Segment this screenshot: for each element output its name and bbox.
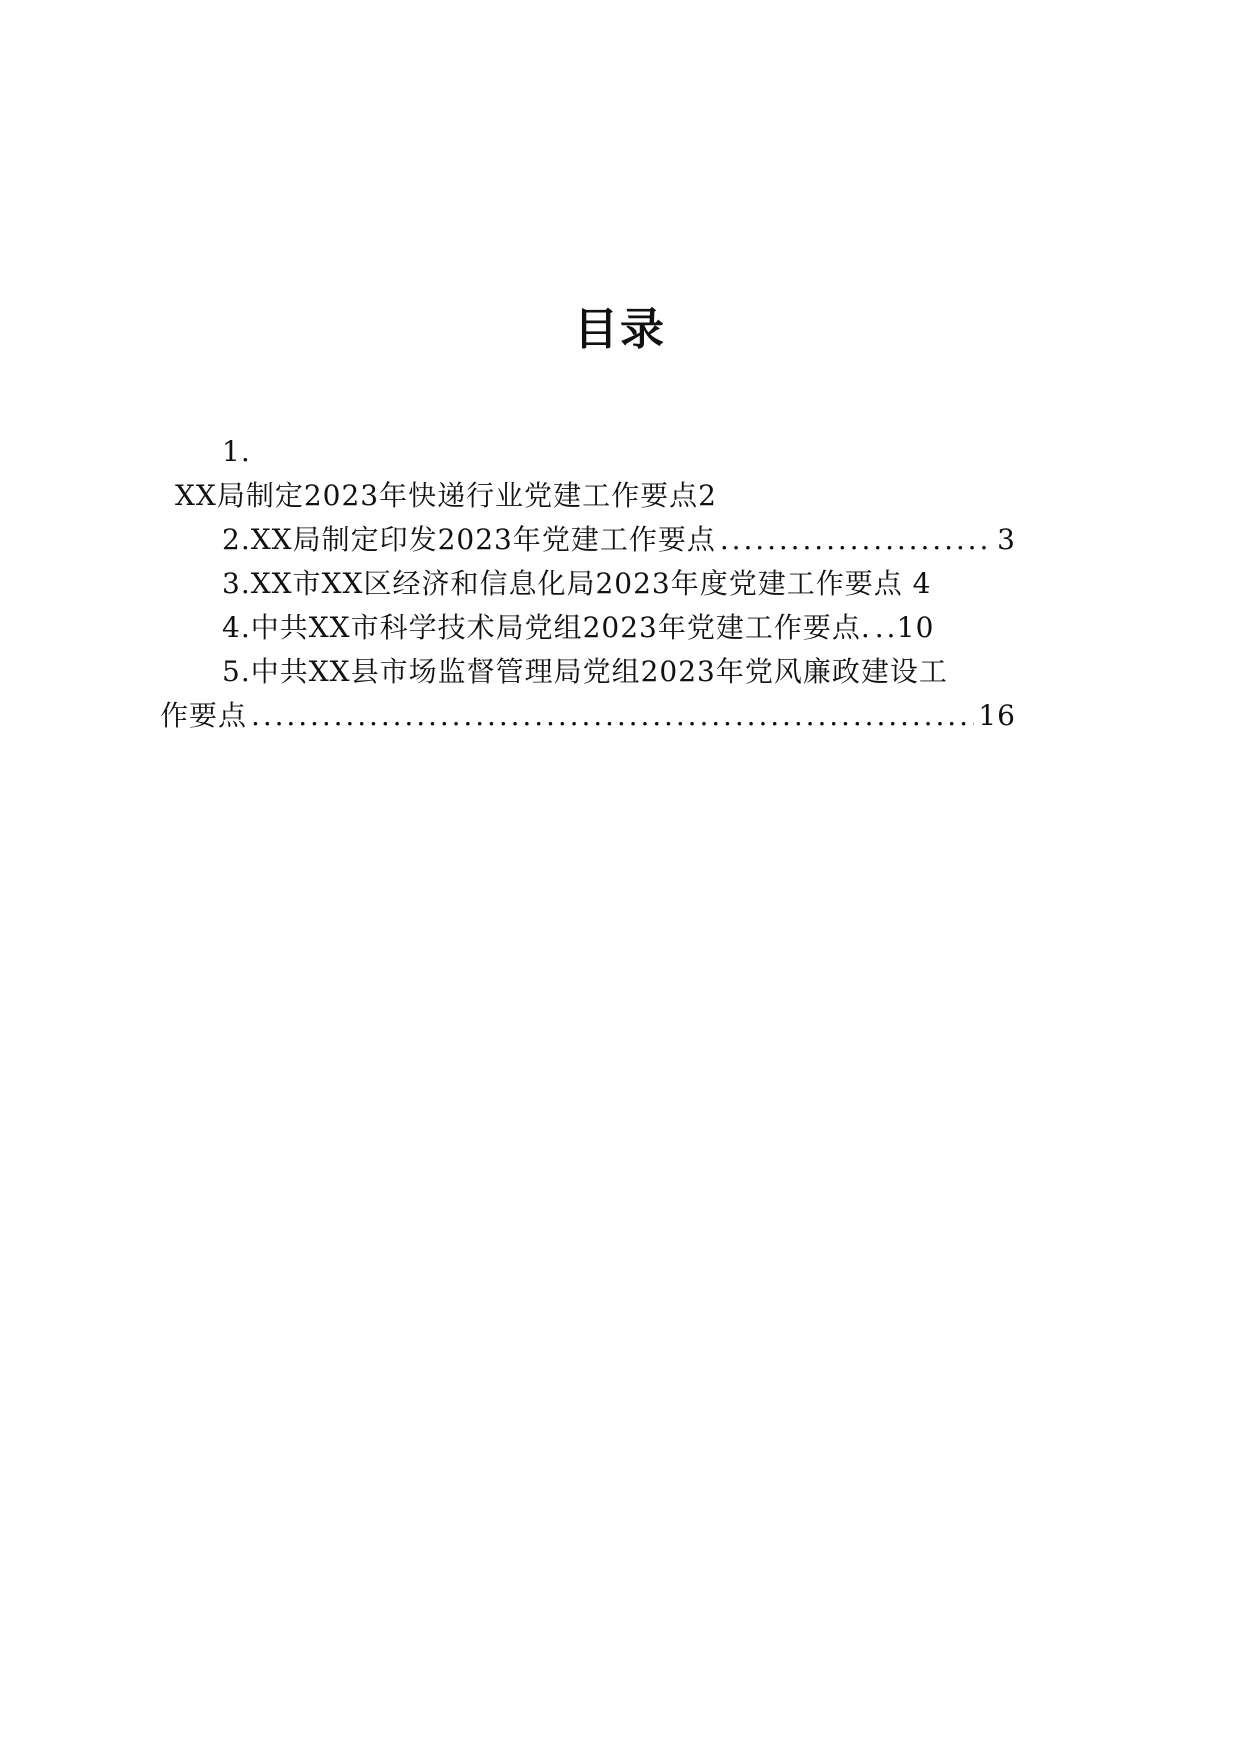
toc-entry-3-text: XX市XX区经济和信息化局2023年度党建工作要点 bbox=[250, 567, 903, 600]
toc-entry-4-label: 4.中共XX市科学技术局党组2023年党建工作要点. bbox=[222, 611, 871, 644]
toc-entry-4-page: 10 bbox=[896, 611, 935, 644]
toc-entry-3-page: 4 bbox=[912, 567, 932, 600]
toc-entry-5-leader bbox=[251, 696, 974, 736]
toc-entry-5-number: 5. bbox=[222, 655, 251, 688]
toc-entry-5-line1[interactable] bbox=[222, 652, 948, 692]
toc-entry-5-text-line1: 中共XX县市场监督管理局党组2023年党风廉政建设工 bbox=[250, 655, 948, 688]
toc-entry-4-leader bbox=[875, 608, 893, 648]
toc-entry-2-label: 2.XX局制定印发2023年党建工作要点 bbox=[222, 523, 716, 556]
toc-entry-5-line2[interactable] bbox=[160, 696, 1016, 736]
toc-entry-5-text-line2: 作要点 bbox=[160, 699, 248, 732]
toc-entry-5-page: 16 bbox=[978, 699, 1016, 732]
toc-entry-2[interactable] bbox=[222, 520, 1016, 560]
toc-entry-1-number[interactable]: 1. bbox=[222, 435, 251, 468]
toc-entry-1-text: XX局制定2023年快递行业党建工作要点 bbox=[175, 479, 699, 512]
toc-entry-3-number: 3. bbox=[222, 567, 251, 600]
toc-entry-2-leader bbox=[720, 520, 993, 560]
toc-entry-2-page: 3 bbox=[997, 523, 1016, 556]
toc-entry-1-page: 2 bbox=[698, 479, 717, 512]
toc-entry-1[interactable] bbox=[175, 476, 717, 516]
toc-entry-4[interactable] bbox=[222, 608, 1016, 648]
page-title: 目录 bbox=[574, 304, 666, 355]
toc-entry-3[interactable] bbox=[222, 564, 931, 604]
